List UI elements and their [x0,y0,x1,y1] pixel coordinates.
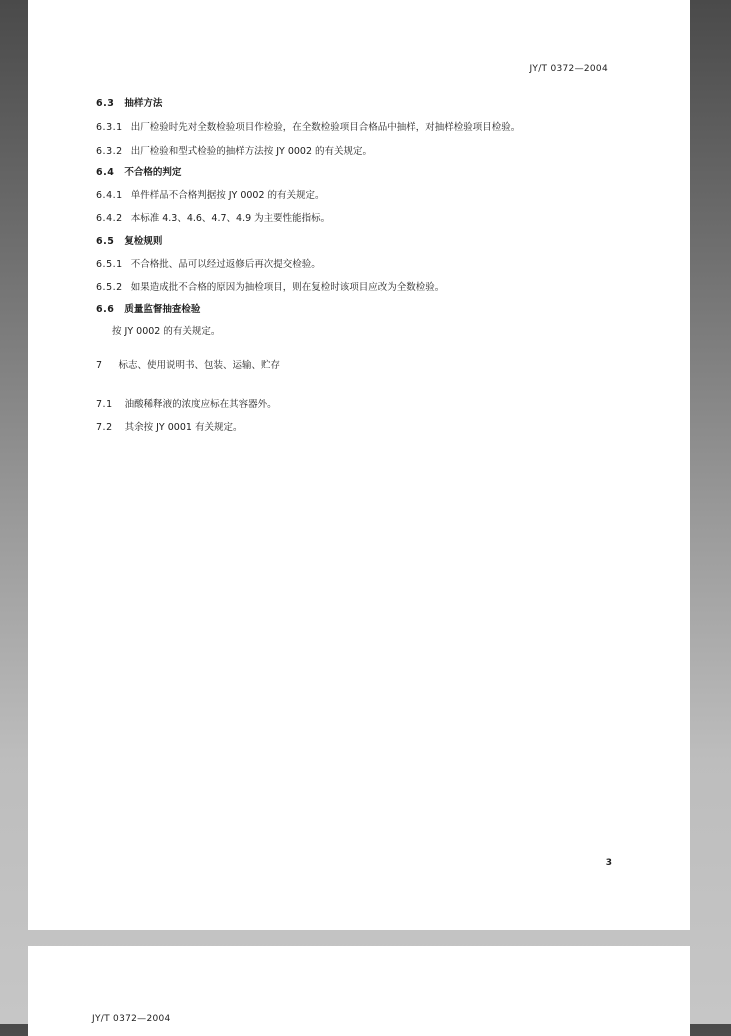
section-number: 6.5 [96,236,115,247]
section-title: 质量监督抽查检验 [124,304,201,315]
document-page-1 [28,0,690,930]
clause-text: 单件样品不合格判据按 JY 0002 的有关规定。 [130,190,325,201]
clause-number: 7.1 [96,399,113,410]
page-number: 3 [605,858,612,868]
clause-6-3-2 [96,146,372,158]
clause-text: 如果造成批不合格的原因为抽检项目，则在复检时该项目应改为全数检验。 [130,282,445,293]
section-heading-6-4 [96,167,181,179]
section-number: 6.6 [96,304,115,315]
section-title: 抽样方法 [124,98,163,109]
clause-7-1 [96,399,277,411]
page-header-code: JY/T 0372—2004 [529,64,608,74]
section-number: 6.3 [96,98,115,109]
clause-text: 油酸稀释液的浓度应标在其容器外。 [124,399,277,410]
clause-6-4-1 [96,190,325,202]
document-page-2 [28,946,690,1036]
clause-6-6-body [112,326,220,338]
clause-number: 6.4.2 [96,213,123,224]
section-heading-6-3 [96,98,162,110]
clause-text: 按 JY 0002 的有关规定。 [112,326,221,337]
clause-number: 6.5.2 [96,282,123,293]
clause-number: 6.3.2 [96,146,123,157]
clause-6-5-1 [96,259,321,271]
section-title: 复检规则 [124,236,163,247]
clause-6-3-1 [96,122,520,134]
section-heading-6-6 [96,304,200,316]
clause-text: 本标准 4.3、4.6、4.7、4.9 为主要性能指标。 [130,213,331,224]
clause-6-4-2 [96,213,330,225]
page-header-code: JY/T 0372—2004 [92,1014,171,1024]
clause-text: 其余按 JY 0001 有关规定。 [124,422,243,433]
clause-number: 6.5.1 [96,259,123,270]
chapter-heading-7 [96,360,280,372]
clause-text: 出厂检验时先对全数检验项目作检验，在全数检验项目合格品中抽样，对抽样检验项目检验。 [130,122,521,133]
clause-number: 6.4.1 [96,190,123,201]
section-number: 6.4 [96,167,115,178]
section-title: 不合格的判定 [124,167,182,178]
clause-7-2 [96,422,242,434]
clause-text: 出厂检验和型式检验的抽样方法按 JY 0002 的有关规定。 [130,146,373,157]
clause-number: 7.2 [96,422,113,433]
clause-text: 不合格批、品可以经过返修后再次提交检验。 [130,259,321,270]
chapter-title: 标志、使用说明书、包装、运输、贮存 [118,360,281,371]
chapter-number: 7 [96,360,103,371]
section-heading-6-5 [96,236,162,248]
clause-6-5-2 [96,282,444,294]
clause-number: 6.3.1 [96,122,123,133]
